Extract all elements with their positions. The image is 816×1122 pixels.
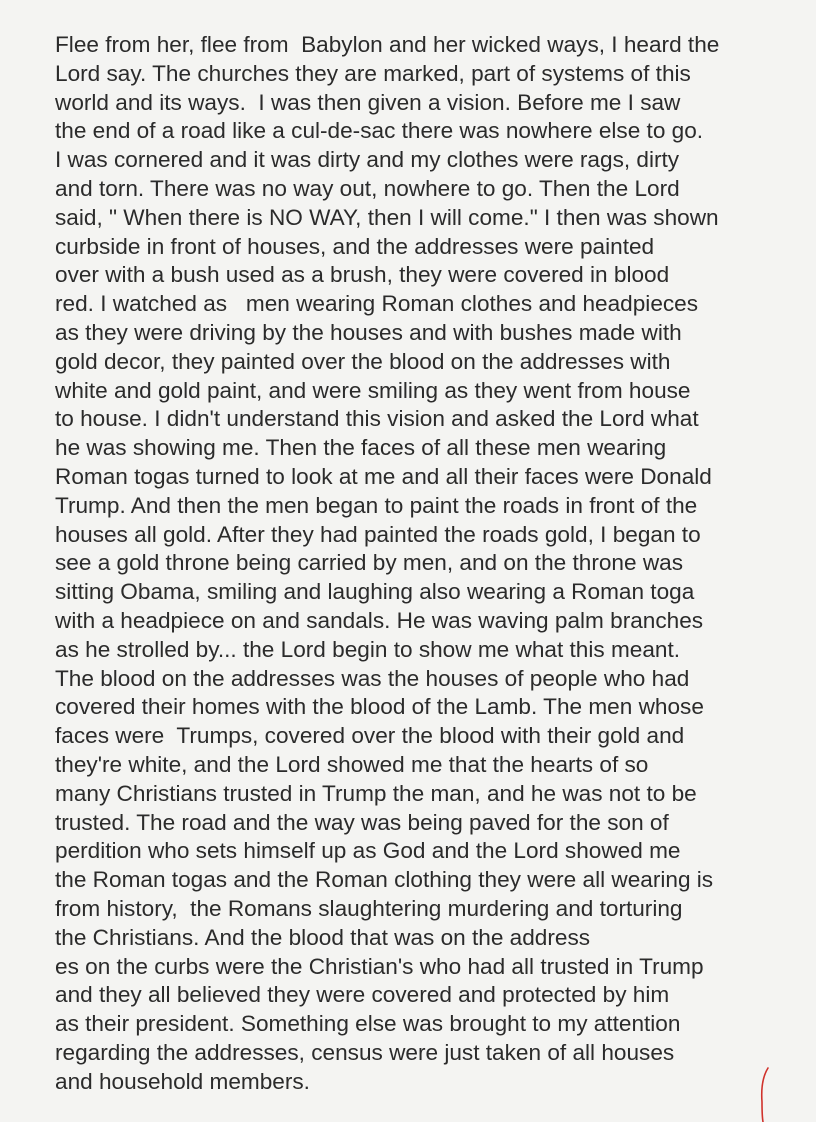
red-pen-stroke: [750, 1062, 780, 1122]
note-text-body: [55, 31, 795, 1096]
text-line: over with a bush used as a brush, they were covered in blood: [55, 262, 670, 288]
text-line: they're white, and the Lord showed me that the hearts of so: [55, 751, 649, 777]
text-line: gold decor, they painted over the blood on the addresses with: [55, 348, 671, 374]
text-line: with a headpiece on and sandals. He was waving palm branches: [55, 607, 704, 633]
text-line: the end of a road like a cul-de-sac there was nowhere else to go.: [55, 118, 704, 144]
text-line: he was showing me. Then the faces of all these men wearing: [55, 435, 667, 461]
text-line: faces were Trumps, covered over the blood with their gold and: [55, 723, 685, 749]
text-line: the Roman togas and the Roman clothing they were all wearing is: [55, 867, 714, 893]
text-line: covered their homes with the blood of the Lamb. The men whose: [55, 694, 704, 720]
text-line: as he strolled by... the Lord begin to show me what this meant.: [55, 636, 681, 662]
text-line: as their president. Something else was brought to my attention: [55, 1011, 681, 1037]
text-line: and they all believed they were covered and protected by him: [55, 982, 670, 1008]
text-line: see a gold throne being carried by men, and on the throne was: [55, 550, 684, 576]
text-line: red. I watched as men wearing Roman clothes and headpieces: [55, 291, 699, 317]
text-line: said, " When there is NO WAY, then I will come." I then was shown: [55, 204, 719, 230]
text-line: white and gold paint, and were smiling as they went from house: [55, 377, 691, 403]
text-line: and torn. There was no way out, nowhere to go. Then the Lord: [55, 175, 680, 201]
text-line: regarding the addresses, census were just taken of all houses: [55, 1039, 675, 1065]
text-line: es on the curbs were the Christian's who had all trusted in Trump: [55, 953, 704, 979]
text-line: world and its ways. I was then given a vision. Before me I saw: [55, 89, 681, 115]
text-line: and household members.: [55, 1068, 310, 1094]
text-line: Trump. And then the men began to paint the roads in front of the: [55, 492, 698, 518]
text-line: many Christians trusted in Trump the man, and he was not to be: [55, 780, 697, 806]
text-line: houses all gold. After they had painted the roads gold, I began to: [55, 521, 701, 547]
text-line: trusted. The road and the way was being paved for the son of: [55, 809, 669, 835]
text-line: to house. I didn't understand this vision and asked the Lord what: [55, 406, 699, 432]
text-line: I was cornered and it was dirty and my clothes were rags, dirty: [55, 147, 680, 173]
text-line: from history, the Romans slaughtering murdering and torturing: [55, 895, 683, 921]
text-line: perdition who sets himself up as God and the Lord showed me: [55, 838, 681, 864]
text-line: curbside in front of houses, and the addresses were painted: [55, 233, 655, 259]
text-line: as they were driving by the houses and with bushes made with: [55, 319, 682, 345]
text-line: sitting Obama, smiling and laughing also wearing a Roman toga: [55, 579, 695, 605]
text-line: the Christians. And the blood that was on the address: [55, 924, 591, 950]
text-line: The blood on the addresses was the houses of people who had: [55, 665, 690, 691]
text-line: Flee from her, flee from Babylon and her wicked ways, I heard the: [55, 32, 720, 57]
text-line: Roman togas turned to look at me and all their faces were Donald: [55, 463, 712, 489]
text-line: Lord say. The churches they are marked, part of systems of this: [55, 60, 691, 86]
